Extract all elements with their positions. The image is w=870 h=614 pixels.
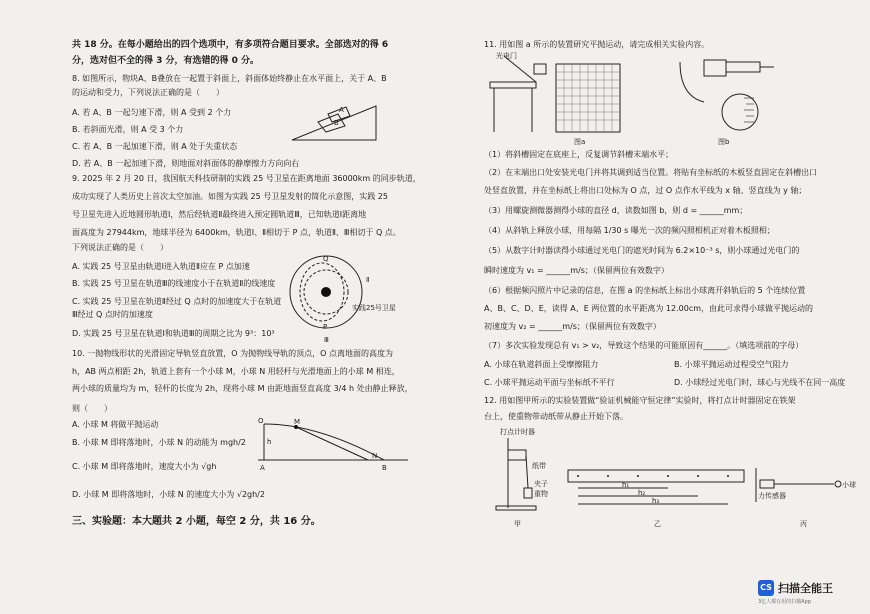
q8-option-a: A. 若 A、B 一起匀速下滑，则 A 受到 2 个力 [72,108,232,117]
q10-fig-label-m: M [294,418,301,426]
q9-stem-1: 9. 2025 年 2 月 20 日，我国航天科技研制的实践 25 号卫星在距离地面 36000km 的同步轨道， [72,174,421,183]
q12-figure-bing [754,462,856,528]
q9-option-c1: C. 实践 25 号卫星在轨道Ⅱ经过 Q 点时的加速度大于在轨道 [72,297,282,306]
q11-line-3: 处竖直放置，并在坐标纸上将出口处标为 O 点，过 O 点作水平线为 x 轴、竖直线为 y 轴； [484,186,807,195]
q11-line-10: 初速度为 v₂ = ______m/s；（保留两位有效数字） [484,322,661,331]
q12-figure-jia [494,428,564,528]
q9-stem-2: 成功实现了人类历史上首次太空加油。如图为实践 25 号卫星发射的简化示意图，实践 25 [72,192,388,201]
q9-fig-label-p: P [323,323,328,331]
q12-fig-jia: 甲 [514,520,521,528]
section-3-heading: 三、实验题：本大题共 2 小题，每空 2 分，共 16 分。 [72,516,321,527]
q8-incline-figure [290,98,380,144]
q9-option-b: B. 实践 25 号卫星在轨道Ⅲ的线速度小于在轨道Ⅱ的线速度 [72,279,276,288]
q10-stem-2: h，AB 两点相距 2h，轨道上套有一个小球 M，小球 N 用轻杆与光滑地面上的小球 M 相连， [72,367,400,376]
q11-option-d: D. 小球经过光电门时，球心与光线不在同一高度 [674,378,846,387]
q12-stem-2: 台上，使重物带动纸带从静止开始下落。 [484,412,628,421]
q12-fig-weight: 重物 [534,490,548,498]
q12-fig-sensor: 力传感器 [758,492,786,500]
q8-stem-2: 的运动和受力，下列说法正确的是（ ） [72,88,224,97]
q10-parabola-figure [258,417,408,472]
q9-fig-label-q: Q [323,255,329,263]
q10-stem-4: 则（ ） [72,404,112,413]
q10-option-a: A. 小球 M 将做平抛运动 [72,420,159,429]
q8-option-c: C. 若 A、B 一起加速下滑，则 A 处于失重状态 [72,142,238,151]
right-column [484,0,854,614]
q10-option-c: C. 小球 M 即将落地时，速度大小为 √gh [72,462,217,471]
q11-line-8: （6）根据频闪照片中记录的信息，在图 a 的坐标纸上标出小球离开斜轨后的 5 个连续位置 [484,286,806,295]
q11-line-11: （7）多次实验发现总有 v₁ > v₂，导致这个结果的可能原因有______。（填选项前的字母） [484,341,804,350]
q8-option-d: D. 若 A、B 一起加速下滑，则地面对斜面体的静摩擦力方向向右 [72,159,300,168]
q12-fig-clip: 夹子 [534,480,548,488]
q8-option-b: B. 若斜面光滑，则 A 受 3 个力 [72,125,184,134]
q11-figure-b [674,52,774,146]
q11-option-a: A. 小球在轨道斜面上受摩擦阻力 [484,360,599,369]
q12-fig-h2: h₂ [638,489,646,497]
q10-fig-label-b: B [382,464,387,472]
q11-fig-a-caption: 图a [574,138,586,146]
q9-fig-label-ii: Ⅱ [366,276,370,284]
q9-fig-label-sat: 实践25号卫星 [352,304,396,312]
q12-stem-1: 12. 用如图甲所示的实验装置做“验证机械能守恒定律”实验时，将打点计时器固定在铁架 [484,396,796,405]
q12-fig-ball: 小球 [842,481,856,489]
intro-line-2: 分，选对但不全的得 3 分，有选错的得 0 分。 [72,56,260,66]
camscanner-logo-icon: CS [758,580,774,596]
q11-line-2: （2）在末端出口处安装光电门并将其调到适当位置。将贴有坐标纸的木板竖直固定在斜槽出口 [484,168,818,177]
camscanner-tagline: 3亿人都在用的扫描App [758,599,811,605]
q12-fig-bing: 丙 [800,520,807,528]
q9-option-d: D. 实践 25 号卫星在轨道Ⅰ和轨道Ⅲ的周期之比为 9³：10³ [72,329,275,338]
q10-option-b: B. 小球 M 即将落地时，小球 N 的动能为 mgh/2 [72,438,246,447]
q11-line-4: （3）用螺旋测微器测得小球的直径 d，读数如图 b，则 d = ______mm； [484,206,748,215]
intro-line-1: 共 18 分。在每小题给出的四个选项中，有多项符合题目要求。全部选对的得 6 [72,40,389,50]
q9-orbit-figure [282,252,396,344]
q12-fig-h3: h₃ [652,497,660,505]
q9-option-a: A. 实践 25 号卫星由轨道Ⅰ进入轨道Ⅱ应在 P 点加速 [72,262,250,271]
q11-line-9: A、B、C、D、E，读得 A、E 两位置的水平距离为 12.00cm，由此可求得小球做平抛运动的 [484,304,814,313]
q12-fig-h1: h₁ [622,481,630,489]
left-column [72,0,452,614]
q8-fig-label-b: B [334,119,339,127]
q11-line-1: （1）将斜槽固定在底座上，反复调节斜槽末端水平； [484,150,674,159]
q10-fig-label-h: h [267,438,272,446]
q10-fig-label-a: A [260,464,265,472]
q10-option-d: D. 小球 M 即将落地时，小球 N 的速度大小为 √2gh/2 [72,490,265,499]
q11-option-b: B. 小球平抛运动过程受空气阻力 [674,360,789,369]
q9-stem-3: 号卫星先进入近地圆形轨道Ⅰ，然后经轨道Ⅱ最终进入预定圆轨道Ⅲ，已知轨道Ⅰ距离地 [72,210,367,219]
q12-figure-yi [568,462,748,528]
q10-fig-label-n: N [372,452,378,460]
camscanner-name: 扫描全能王 [778,582,833,595]
q11-figure-a [490,52,640,146]
q9-option-c2: Ⅲ经过 Q 点时的加速度 [72,310,153,319]
q8-fig-label-a: A [339,106,344,114]
q11-fig-b-caption: 图b [718,138,730,146]
q10-stem-1: 10. 一抛物线形状的光滑固定导轨竖直放置，O 为抛物线导轨的顶点，O 点离地面的高度为 [72,349,393,358]
q11-option-c: C. 小球平抛运动平面与坐标纸不平行 [484,378,615,387]
q11-line-7: 瞬时速度为 v₁ = ______m/s；（保留两位有效数字） [484,266,669,275]
q11-line-6: （5）从数字计时器读得小球通过光电门的遮光时间为 6.2×10⁻³ s，则小球通过光电门的 [484,246,800,255]
q12-fig-tape: 纸带 [532,462,546,470]
q9-stem-4: 面高度为 27944km，地球半径为 6400km，轨道Ⅰ、Ⅱ相切于 P 点，轨道Ⅱ、Ⅲ相切于 Q 点。 [72,228,401,237]
q12-fig-yi: 乙 [654,520,661,528]
q9-fig-label-iii: Ⅲ [324,336,329,344]
q10-stem-3: 两小球的质量均为 m，轻杆的长度为 2h，现将小球 M 由距地面竖直高度 3/4 h 处由静止释放， [72,384,413,393]
q9-stem-5: 下列说法正确的是（ ） [72,243,168,252]
camscanner-watermark [758,580,870,608]
q11-fig-tag: 光电门 [496,52,517,60]
q10-fig-label-o: O [258,417,264,425]
q11-line-5: （4）从斜轨上释放小球，用每隔 1/30 s 曝光一次的频闪照相机正对着木板照相； [484,226,775,235]
q11-stem: 11. 用如图 a 所示的装置研究平抛运动，请完成相关实验内容。 [484,40,710,49]
q8-stem-1: 8. 如图所示，物块A、B叠放在一起置于斜面上，斜面体始终静止在水平面上，关于 A、B [72,74,387,83]
q12-fig-timer: 打点计时器 [500,428,535,436]
